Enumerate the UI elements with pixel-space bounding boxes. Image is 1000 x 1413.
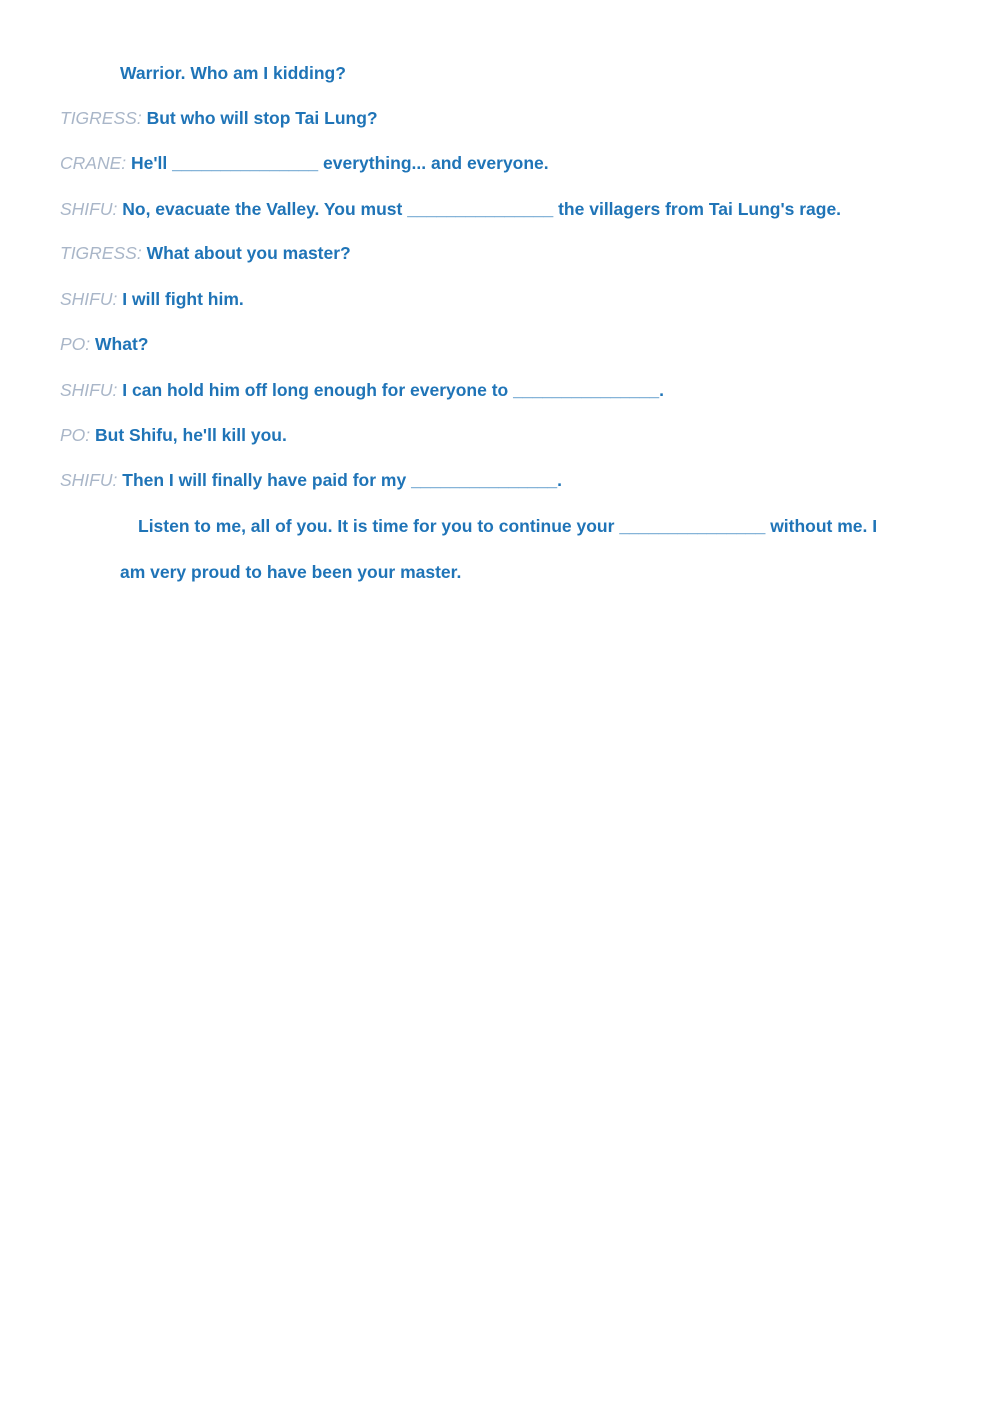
dialogue-text: Listen to me, all of you. It is time for you to continue your <box>138 516 615 536</box>
dialogue-text: But Shifu, he'll kill you. <box>95 425 287 445</box>
dialogue-text: am very proud to have been your master. <box>120 562 462 582</box>
speaker-label: SHIFU: <box>60 470 118 490</box>
speaker-label: PO: <box>60 334 91 354</box>
dialogue-line-7 <box>60 333 149 355</box>
dialogue-line-10 <box>60 469 562 491</box>
dialogue-line-1 <box>120 62 346 84</box>
dialogue-line-8 <box>60 379 664 401</box>
speaker-label: PO: <box>60 425 91 445</box>
speaker-label: SHIFU: <box>60 289 118 309</box>
dialogue-text: I can hold him off long enough for everyone to <box>122 380 509 400</box>
dialogue-line-11 <box>138 515 877 537</box>
dialogue-text: without me. I <box>770 516 878 536</box>
speaker-label: CRANE: <box>60 153 127 173</box>
answer-blank[interactable]: _______________ <box>411 470 558 490</box>
answer-blank[interactable]: _______________ <box>619 516 766 536</box>
dialogue-text: Warrior. Who am I kidding? <box>120 63 346 83</box>
dialogue-line-9 <box>60 424 287 446</box>
answer-blank[interactable]: _______________ <box>513 380 660 400</box>
speaker-label: SHIFU: <box>60 380 118 400</box>
dialogue-text: Then I will finally have paid for my <box>122 470 407 490</box>
dialogue-text: . <box>659 380 664 400</box>
answer-blank[interactable]: _______________ <box>407 199 554 219</box>
dialogue-text: He'll <box>131 153 168 173</box>
dialogue-line-3 <box>60 152 549 174</box>
speaker-label: TIGRESS: <box>60 243 142 263</box>
dialogue-line-4 <box>60 198 841 220</box>
dialogue-line-6 <box>60 288 244 310</box>
speaker-label: TIGRESS: <box>60 108 142 128</box>
dialogue-line-5 <box>60 242 351 264</box>
answer-blank[interactable]: _______________ <box>172 153 319 173</box>
dialogue-text: But who will stop Tai Lung? <box>146 108 378 128</box>
speaker-label: SHIFU: <box>60 199 118 219</box>
dialogue-text: I will fight him. <box>122 289 244 309</box>
dialogue-line-2 <box>60 107 378 129</box>
dialogue-text: everything... and everyone. <box>323 153 549 173</box>
dialogue-line-12 <box>120 561 461 583</box>
dialogue-text: the villagers from Tai Lung's rage. <box>558 199 842 219</box>
dialogue-text: . <box>557 470 562 490</box>
dialogue-text: What about you master? <box>146 243 351 263</box>
dialogue-text: No, evacuate the Valley. You must <box>122 199 403 219</box>
dialogue-text: What? <box>95 334 149 354</box>
